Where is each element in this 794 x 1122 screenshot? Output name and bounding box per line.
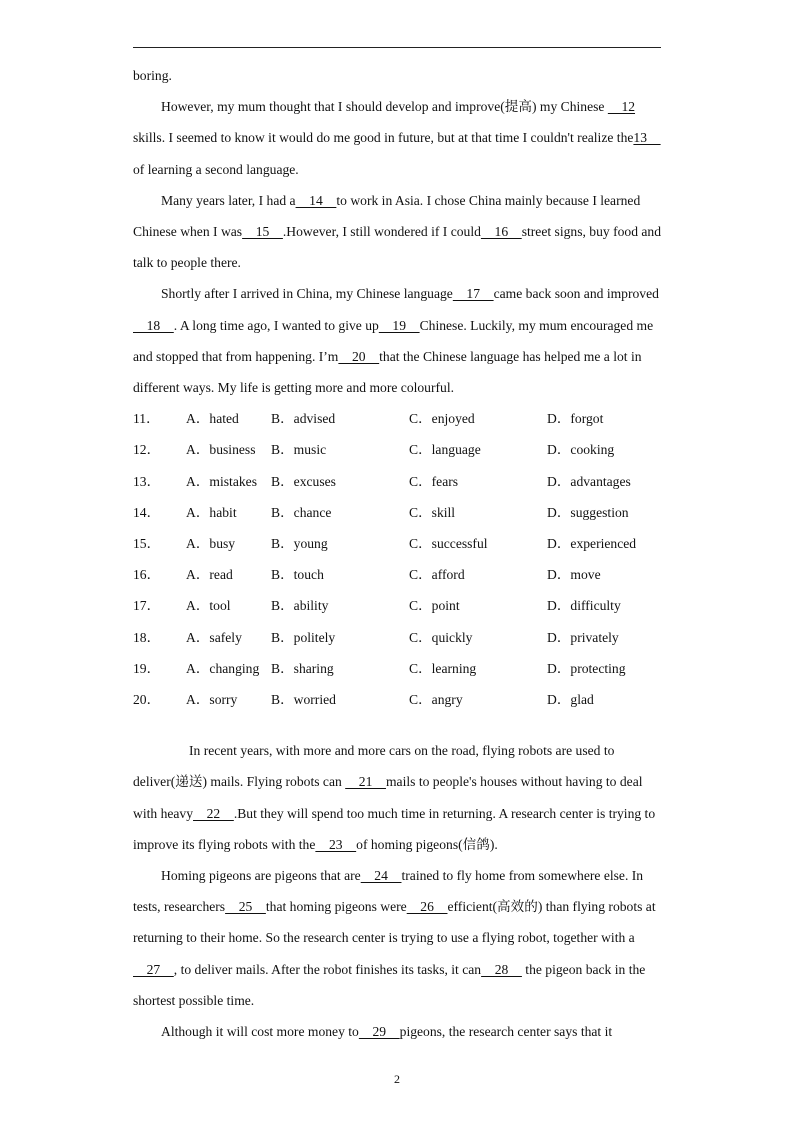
question-14	[133, 497, 663, 528]
passage1-paragraph-1	[133, 91, 663, 185]
paragraph-text: . A long time ago, I wanted to give up	[173, 317, 379, 333]
paragraph-text: boring.	[133, 68, 172, 83]
question-15	[133, 528, 663, 559]
blank-17: 17	[452, 286, 494, 302]
document-body	[133, 60, 663, 1047]
option-d: D．privately	[547, 629, 619, 645]
option-a: A．sorry	[186, 691, 238, 707]
question-13	[133, 466, 663, 497]
option-b: B．young	[271, 535, 328, 551]
blank-21: 21	[345, 774, 386, 790]
option-c: C．point	[409, 598, 460, 614]
question-number: 16．	[133, 567, 161, 583]
blank-16: 16	[480, 224, 522, 240]
option-b: B．music	[271, 442, 327, 458]
paragraph-continuation	[133, 60, 663, 91]
paragraph-text: Shortly after I arrived in China, my Chinese language	[161, 286, 453, 302]
paragraph-text: trained to fly home from somewhere else. In tests, researchers	[133, 867, 644, 915]
question-number: 19．	[133, 660, 161, 676]
question-number: 18．	[133, 629, 161, 645]
paragraph-text: .But they will spend too much time in returning. A research center is trying to improve its flying robots with the	[133, 805, 656, 852]
option-a: A．mistakes	[186, 473, 257, 489]
option-b: B．politely	[271, 629, 336, 645]
paragraph-text: that homing pigeons were	[265, 899, 407, 915]
question-number: 13．	[133, 473, 161, 489]
question-number: 11．	[133, 411, 160, 427]
option-c: C．enjoyed	[409, 411, 475, 427]
blank-13: 13	[633, 130, 661, 146]
paragraph-text: the pigeon back in the shortest possible time.	[133, 961, 646, 1008]
option-b: B．advised	[271, 411, 336, 427]
question-12	[133, 434, 663, 465]
passage2-paragraph-2	[133, 860, 663, 1016]
blank-18: 18	[133, 317, 174, 333]
passage1-paragraph-3	[133, 278, 663, 403]
paragraph-text: street signs, buy food and talk to people there.	[133, 224, 662, 271]
paragraph-text: Many years later, I had a	[161, 192, 296, 208]
paragraph-text: of learning a second language.	[133, 161, 299, 177]
blank-19: 19	[378, 317, 420, 333]
option-a: A．read	[186, 567, 233, 583]
option-c: C．afford	[409, 567, 465, 583]
question-18	[133, 622, 663, 653]
option-a: A．hated	[186, 411, 239, 427]
question-16	[133, 559, 663, 590]
option-a: A．business	[186, 442, 256, 458]
option-d: D．difficulty	[547, 598, 621, 614]
passage2-paragraph-1	[133, 735, 663, 860]
blank-23: 23	[315, 836, 357, 852]
option-d: D．advantages	[547, 473, 631, 489]
paragraph-text: pigeons, the research center says that it	[399, 1023, 613, 1039]
question-17	[133, 590, 663, 621]
paragraph-text: In recent years, with more and more cars on the road, flying robots are used to deliver(递送) mails. Flying robots can	[133, 743, 615, 790]
paragraph-text: Homing pigeons are pigeons that are	[161, 867, 361, 883]
page-number: 2	[394, 1072, 400, 1086]
option-c: C．fears	[409, 473, 459, 489]
blank-26: 26	[406, 899, 448, 915]
blank-27: 27	[133, 961, 174, 977]
blank-15: 15	[242, 224, 283, 240]
option-a: A．changing	[186, 660, 260, 676]
question-number: 15．	[133, 535, 161, 551]
option-d: D．cooking	[547, 442, 615, 458]
paragraph-text: skills. I seemed to know it would do me good in future, but at that time I couldn't realize the	[133, 130, 634, 146]
paragraph-text: of homing pigeons(信鸽).	[356, 836, 498, 852]
blank-29: 29	[358, 1023, 400, 1039]
option-b: B．excuses	[271, 473, 336, 489]
option-c: C．angry	[409, 691, 463, 707]
blank-20: 20	[338, 348, 380, 364]
option-b: B．ability	[271, 598, 329, 614]
blank-25: 25	[225, 899, 266, 915]
option-d: D．suggestion	[547, 504, 629, 520]
option-c: C．quickly	[409, 629, 473, 645]
blank-22: 22	[193, 805, 234, 821]
paragraph-text: to work in Asia. I chose China mainly because I learned Chinese when I was	[133, 192, 641, 240]
option-c: C．skill	[409, 504, 456, 520]
question-number: 17．	[133, 598, 161, 614]
blank-28: 28	[481, 961, 522, 977]
option-d: D．experienced	[547, 535, 637, 551]
passage2-paragraph-3	[133, 1016, 663, 1047]
paragraph-text: , to deliver mails. After the robot finishes its tasks, it can	[173, 961, 482, 977]
paragraph-text: efficient(高效的) than flying robots at returning to their home. So the research center is trying to use a flying robot, together with a	[133, 899, 656, 946]
question-number: 20．	[133, 691, 161, 707]
question-19	[133, 653, 663, 684]
option-b: B．touch	[271, 567, 324, 583]
question-20	[133, 684, 663, 715]
option-d: D．forgot	[547, 411, 604, 427]
option-b: B．worried	[271, 691, 336, 707]
paragraph-text: Chinese. Luckily, my mum encouraged me and stopped that from happening. I’m	[133, 317, 654, 364]
option-b: B．sharing	[271, 660, 334, 676]
paragraph-text: However, my mum thought that I should develop and improve(提高) my Chinese	[161, 99, 608, 115]
option-d: D．move	[547, 567, 601, 583]
header-rule	[133, 47, 661, 48]
paragraph-text: Although it will cost more money to	[161, 1023, 359, 1039]
option-d: D．glad	[547, 691, 594, 707]
question-11	[133, 403, 663, 434]
paragraph-text: .However, I still wondered if I could	[282, 224, 481, 240]
option-a: A．habit	[186, 504, 237, 520]
option-c: C．language	[409, 442, 481, 458]
option-a: A．safely	[186, 629, 242, 645]
blank-12: 12	[607, 99, 636, 115]
question-number: 14．	[133, 504, 161, 520]
section-gap	[133, 715, 663, 735]
option-a: A．tool	[186, 598, 231, 614]
paragraph-text: came back soon and improved	[493, 286, 659, 302]
option-c: C．successful	[409, 535, 488, 551]
paragraph-text: that the Chinese language has helped me a lot in different ways. My life is getting more and more colourful.	[133, 348, 642, 396]
blank-14: 14	[295, 192, 337, 208]
option-c: C．learning	[409, 660, 477, 676]
option-a: A．busy	[186, 535, 236, 551]
passage1-paragraph-2	[133, 185, 663, 279]
paragraph-text: mails to people's houses without having to deal with heavy	[133, 774, 643, 821]
blank-24: 24	[360, 867, 402, 883]
question-options-11-20	[133, 403, 663, 715]
option-b: B．chance	[271, 504, 332, 520]
question-number: 12．	[133, 442, 161, 458]
option-d: D．protecting	[547, 660, 626, 676]
